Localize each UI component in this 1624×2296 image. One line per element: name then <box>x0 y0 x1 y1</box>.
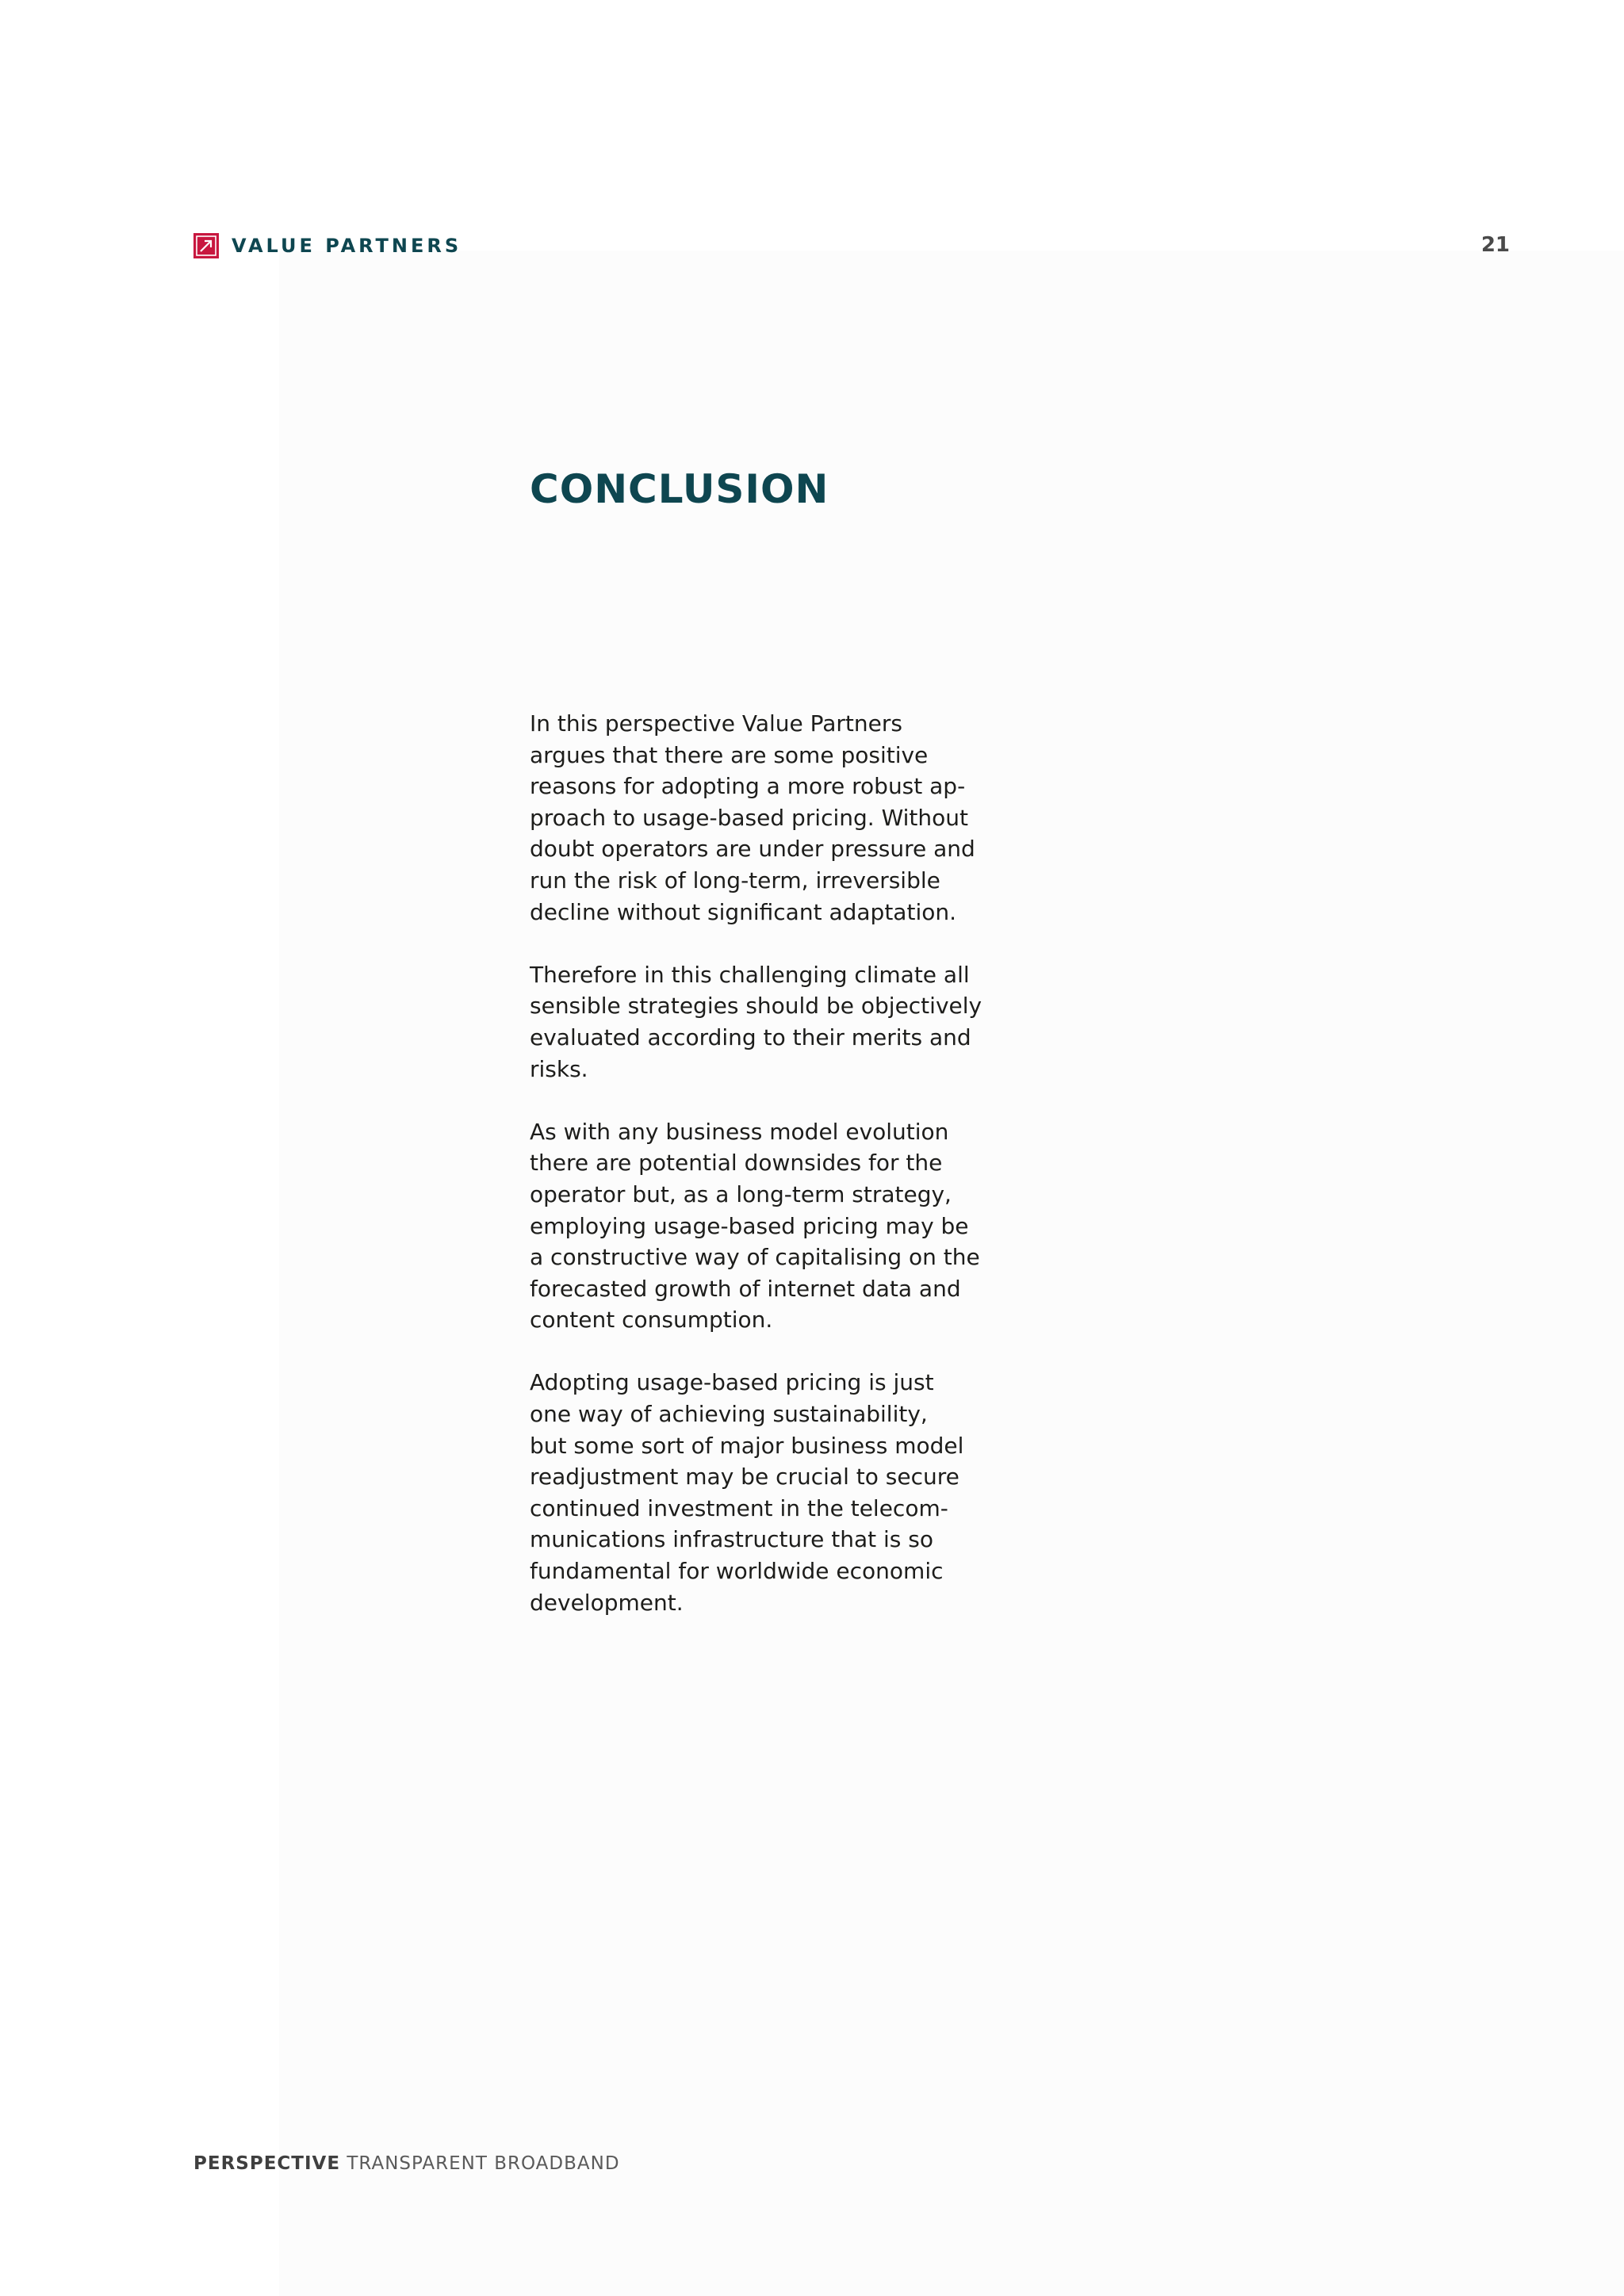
paragraph-2 <box>530 959 1037 1085</box>
page-number: 21 <box>1480 233 1510 257</box>
paragraph-4 <box>530 1367 1037 1618</box>
text-line: development. <box>530 1589 684 1616</box>
text-line: but some sort of major business model <box>530 1432 964 1459</box>
text-line: a constructive way of capitalising on the <box>530 1244 980 1271</box>
text-line: readjustment may be crucial to secure <box>530 1464 959 1490</box>
text-line: content consumption. <box>530 1307 773 1334</box>
text-line: As with any business model evolution <box>530 1118 949 1145</box>
text-line: proach to usage-based pricing. Without <box>530 804 969 831</box>
text-line: decline without significant adaptation. <box>530 898 957 925</box>
page-header <box>193 232 1510 263</box>
text-line: operator but, as a long-term strategy, <box>530 1181 952 1207</box>
text-line: continued investment in the telecom- <box>530 1494 948 1521</box>
text-line: argues that there are some positive <box>530 741 929 768</box>
text-line: there are potential downsides for the <box>530 1150 943 1177</box>
text-line: risks. <box>530 1055 588 1082</box>
text-line: doubt operators are under pressure and <box>530 836 975 863</box>
text-line: employing usage-based pricing may be <box>530 1212 969 1239</box>
brand-name: VALUE PARTNERS <box>232 235 462 257</box>
text-line: one way of achieving sustainability, <box>530 1401 928 1428</box>
footer-document-title: TRANSPARENT BROADBAND <box>347 2153 620 2174</box>
main-content <box>530 464 1037 515</box>
text-line: Adopting usage-based pricing is just <box>530 1369 934 1396</box>
brand-logo <box>193 232 462 260</box>
footer-series-label: PERSPECTIVE <box>193 2153 341 2174</box>
text-line: forecasted growth of internet data and <box>530 1275 961 1302</box>
text-line: evaluated according to their merits and <box>530 1024 971 1050</box>
text-line: run the risk of long-term, irreversible <box>530 867 940 894</box>
text-line: reasons for adopting a more robust ap- <box>530 773 966 800</box>
text-line: Therefore in this challenging climate all <box>530 961 970 988</box>
body-text <box>530 708 1037 1650</box>
paragraph-3 <box>530 1116 1037 1336</box>
text-line: In this perspective Value Partners <box>530 710 902 737</box>
page-footer <box>193 2153 620 2174</box>
paragraph-1 <box>530 708 1037 928</box>
text-line: munications infrastructure that is so <box>530 1526 933 1553</box>
text-line: sensible strategies should be objectively <box>530 993 982 1020</box>
value-partners-arrow-icon <box>193 233 219 258</box>
section-title: CONCLUSION <box>530 466 829 512</box>
text-line: fundamental for worldwide economic <box>530 1558 944 1585</box>
